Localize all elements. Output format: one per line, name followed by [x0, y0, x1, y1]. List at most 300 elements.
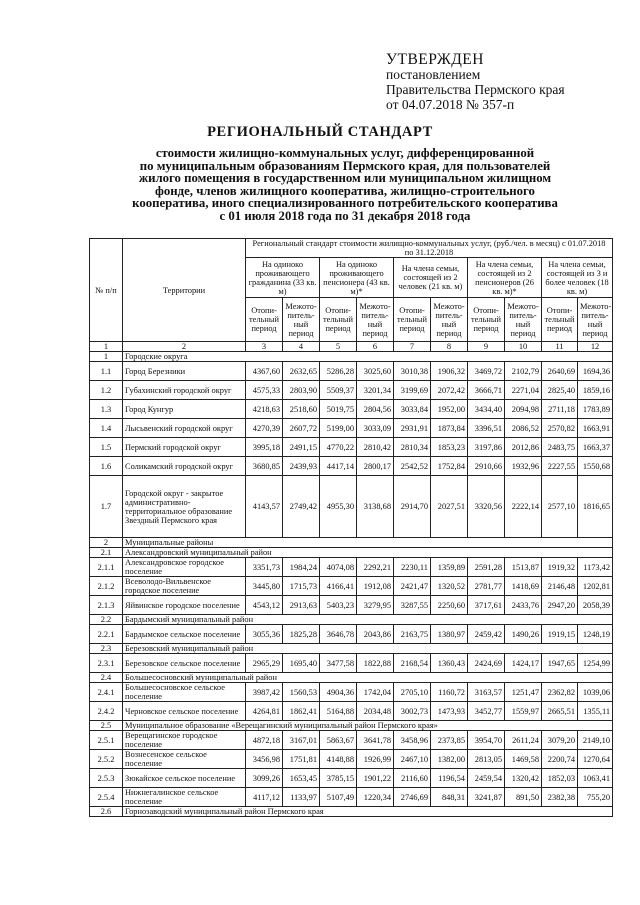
value-cell: 1380,97 [431, 625, 468, 644]
standard-table [89, 238, 613, 817]
subtitle-line: кооператива, иного специализированного потребительского кооператива [132, 196, 558, 210]
territory-name: Верещагинское городское поселение [123, 731, 246, 750]
value-cell: 2607,72 [283, 419, 320, 438]
row-number: 2.4 [90, 673, 123, 683]
section-row [90, 352, 613, 362]
row-number: 1.6 [90, 457, 123, 476]
subtitle-line: фонде, членов жилищного кооператива, жилищно-строительного [155, 183, 535, 198]
col-territory-header: Территории [123, 239, 246, 342]
section-row [90, 673, 613, 683]
table-row [90, 362, 613, 381]
value-cell: 2804,56 [357, 400, 394, 419]
value-cell: 2570,82 [542, 419, 578, 438]
main-header: Региональный стандарт стоимости жилищно-коммунальных услуг, (руб./чел. в месяц) с 01.07.2018 по 31.12.2018 [246, 239, 613, 258]
table-row [90, 400, 613, 419]
value-cell: 2518,60 [283, 400, 320, 419]
row-number: 2 [90, 538, 123, 548]
row-number: 1.7 [90, 476, 123, 538]
section-name: Горнозаводский муниципальный район Пермского края [123, 807, 613, 817]
value-cell: 2467,10 [394, 750, 431, 769]
section-row [90, 644, 613, 654]
value-cell: 1160,72 [431, 683, 468, 702]
value-cell: 1901,22 [357, 769, 394, 788]
value-cell: 2094,98 [505, 400, 542, 419]
value-cell: 2012,86 [505, 438, 542, 457]
value-cell: 2250,60 [431, 596, 468, 615]
value-cell: 2200,74 [542, 750, 578, 769]
value-cell: 1952,00 [431, 400, 468, 419]
value-cell: 2421,47 [394, 577, 431, 596]
value-cell: 3987,42 [246, 683, 283, 702]
value-cell: 2542,52 [394, 457, 431, 476]
value-cell: 1355,11 [578, 702, 613, 721]
value-cell: 3954,70 [468, 731, 505, 750]
value-cell: 3995,18 [246, 438, 283, 457]
value-cell: 1752,84 [431, 457, 468, 476]
section-name: Городские округа [123, 352, 613, 362]
value-cell: 1663,91 [578, 419, 613, 438]
row-number: 1.2 [90, 381, 123, 400]
section-name: Березовский муниципальный район [123, 644, 613, 654]
value-cell: 3201,34 [357, 381, 394, 400]
value-cell: 1550,68 [578, 457, 613, 476]
value-cell: 4270,39 [246, 419, 283, 438]
value-cell: 2043,86 [357, 625, 394, 644]
table-row [90, 769, 613, 788]
value-cell: 4148,88 [320, 750, 357, 769]
value-cell: 5509,37 [320, 381, 357, 400]
approval-head: УТВЕРЖДЕН [386, 51, 484, 68]
value-cell: 1063,41 [578, 769, 613, 788]
row-number: 2.1.2 [90, 577, 123, 596]
subtitle-line: с 01 июля 2018 года по 31 декабря 2018 года [219, 208, 471, 223]
value-cell: 2910,66 [468, 457, 505, 476]
value-cell: 755,20 [578, 788, 613, 807]
group-header: На одиноко проживающего гражданина (33 кв. м) [246, 258, 320, 298]
territory-name: Яйвинское городское поселение [123, 596, 246, 615]
territory-name: Соликамский городской округ [123, 457, 246, 476]
subtitle-line: по муниципальным образованиям Пермского края, для пользователей [139, 158, 551, 173]
value-cell: 2577,10 [542, 476, 578, 538]
section-name: Большесосновский муниципальный район [123, 673, 613, 683]
value-cell: 2711,18 [542, 400, 578, 419]
heating-period-header: Отопи-тельный период [468, 298, 505, 342]
value-cell: 1513,87 [505, 558, 542, 577]
approval-block [386, 52, 626, 112]
value-cell: 2781,77 [468, 577, 505, 596]
value-cell: 3469,72 [468, 362, 505, 381]
value-cell: 1382,00 [431, 750, 468, 769]
value-cell: 1196,54 [431, 769, 468, 788]
column-index: 9 [468, 342, 505, 352]
value-cell: 2632,65 [283, 362, 320, 381]
row-number: 2.4.1 [90, 683, 123, 702]
value-cell: 1320,52 [431, 577, 468, 596]
value-cell: 5199,00 [320, 419, 357, 438]
territory-name: Нижнегалинское сельское поселение [123, 788, 246, 807]
column-index: 4 [283, 342, 320, 352]
row-number: 2.5.2 [90, 750, 123, 769]
column-index: 11 [542, 342, 578, 352]
section-row [90, 548, 613, 558]
heating-period-header: Отопи-тельный период [542, 298, 578, 342]
value-cell: 3287,55 [394, 596, 431, 615]
value-cell: 3138,68 [357, 476, 394, 538]
value-cell: 2163,75 [394, 625, 431, 644]
table-row [90, 476, 613, 538]
value-cell: 2146,48 [542, 577, 578, 596]
value-cell: 3641,78 [357, 731, 394, 750]
row-number: 2.5 [90, 721, 123, 731]
value-cell: 3033,84 [394, 400, 431, 419]
value-cell: 1742,04 [357, 683, 394, 702]
value-cell: 848,31 [431, 788, 468, 807]
table-row [90, 625, 613, 644]
table-row [90, 438, 613, 457]
value-cell: 1173,42 [578, 558, 613, 577]
value-cell: 1862,41 [283, 702, 320, 721]
territory-name: Вознесенское сельское поселение [123, 750, 246, 769]
group-header: На члена семьи, состоящей из 3 и более человек (18 кв. м) [542, 258, 613, 298]
row-number: 1.3 [90, 400, 123, 419]
value-cell: 1559,97 [505, 702, 542, 721]
value-cell: 2271,04 [505, 381, 542, 400]
value-cell: 1039,06 [578, 683, 613, 702]
section-name: Муниципальное образование «Верещагинский муниципальный район Пермского края» [123, 721, 613, 731]
value-cell: 2459,54 [468, 769, 505, 788]
section-row [90, 721, 613, 731]
value-cell: 3785,15 [320, 769, 357, 788]
value-cell: 4904,36 [320, 683, 357, 702]
section-name: Александровский муниципальный район [123, 548, 613, 558]
value-cell: 4264,81 [246, 702, 283, 721]
value-cell: 3099,26 [246, 769, 283, 788]
value-cell: 3646,78 [320, 625, 357, 644]
value-cell: 1251,47 [505, 683, 542, 702]
value-cell: 3396,51 [468, 419, 505, 438]
value-cell: 1932,96 [505, 457, 542, 476]
territory-name: Александровское городское поселение [123, 558, 246, 577]
value-cell: 2292,21 [357, 558, 394, 577]
value-cell: 2116,60 [394, 769, 431, 788]
section-name: Муниципальные районы [123, 538, 613, 548]
value-cell: 5286,28 [320, 362, 357, 381]
col-no-header: № п/п [90, 239, 123, 342]
row-number: 1.4 [90, 419, 123, 438]
value-cell: 1919,32 [542, 558, 578, 577]
group-header: На члена семьи, состоящей из 2 пенсионеров (26 кв. м)* [468, 258, 542, 298]
value-cell: 1473,93 [431, 702, 468, 721]
territory-name: Город Кунгур [123, 400, 246, 419]
value-cell: 1360,43 [431, 654, 468, 673]
row-number: 2.5.4 [90, 788, 123, 807]
value-cell: 3163,57 [468, 683, 505, 702]
territory-name: Березовское сельское поселение [123, 654, 246, 673]
non-heating-period-header: Межото-питель-ный период [578, 298, 613, 342]
value-cell: 3351,73 [246, 558, 283, 577]
row-number: 2.1 [90, 548, 123, 558]
value-cell: 3025,60 [357, 362, 394, 381]
value-cell: 4074,08 [320, 558, 357, 577]
value-cell: 2665,51 [542, 702, 578, 721]
value-cell: 2491,15 [283, 438, 320, 457]
value-cell: 1816,65 [578, 476, 613, 538]
value-cell: 2230,11 [394, 558, 431, 577]
value-cell: 2803,90 [283, 381, 320, 400]
value-cell: 4543,12 [246, 596, 283, 615]
value-cell: 2749,42 [283, 476, 320, 538]
heating-period-header: Отопи-тельный период [320, 298, 357, 342]
value-cell: 2640,69 [542, 362, 578, 381]
section-row [90, 538, 613, 548]
subtitle-line: стоимости жилищно-коммунальных услуг, дифференцированной [155, 146, 535, 160]
value-cell: 3010,38 [394, 362, 431, 381]
value-cell: 2168,54 [394, 654, 431, 673]
row-number: 1 [90, 352, 123, 362]
row-number: 2.5.1 [90, 731, 123, 750]
value-cell: 4117,12 [246, 788, 283, 807]
value-cell: 4955,30 [320, 476, 357, 538]
territory-name: Пермский городской округ [123, 438, 246, 457]
value-cell: 2813,05 [468, 750, 505, 769]
value-cell: 5019,75 [320, 400, 357, 419]
value-cell: 2746,69 [394, 788, 431, 807]
row-number: 2.4.2 [90, 702, 123, 721]
value-cell: 3458,96 [394, 731, 431, 750]
value-cell: 1220,34 [357, 788, 394, 807]
territory-name: Городской округ - закрытое административно-территориальное образование Звездный Пермского края [123, 476, 246, 538]
value-cell: 2072,42 [431, 381, 468, 400]
value-cell: 2931,91 [394, 419, 431, 438]
value-cell: 2965,29 [246, 654, 283, 673]
value-cell: 2483,75 [542, 438, 578, 457]
value-cell: 1359,89 [431, 558, 468, 577]
territory-name: Город Березники [123, 362, 246, 381]
row-number: 2.2 [90, 615, 123, 625]
value-cell: 1751,81 [283, 750, 320, 769]
non-heating-period-header: Межото-питель-ный период [357, 298, 394, 342]
value-cell: 2027,51 [431, 476, 468, 538]
value-cell: 1919,15 [542, 625, 578, 644]
row-number: 1.5 [90, 438, 123, 457]
value-cell: 2149,10 [578, 731, 613, 750]
value-cell: 3452,77 [468, 702, 505, 721]
territory-name: Лысьвенский городской округ [123, 419, 246, 438]
value-cell: 1984,24 [283, 558, 320, 577]
table-row [90, 702, 613, 721]
value-cell: 2373,85 [431, 731, 468, 750]
table-row [90, 577, 613, 596]
value-cell: 891,50 [505, 788, 542, 807]
value-cell: 1906,32 [431, 362, 468, 381]
table-row [90, 381, 613, 400]
value-cell: 3197,86 [468, 438, 505, 457]
value-cell: 1560,53 [283, 683, 320, 702]
group-header: На члена семьи, состоящей из 2 человек (21 кв. м) [394, 258, 468, 298]
value-cell: 4770,22 [320, 438, 357, 457]
value-cell: 2810,34 [394, 438, 431, 457]
territory-name: Всеволодо-Вильвенское городское поселение [123, 577, 246, 596]
value-cell: 2705,10 [394, 683, 431, 702]
document-title: РЕГИОНАЛЬНЫЙ СТАНДАРТ [207, 124, 433, 140]
value-cell: 4575,33 [246, 381, 283, 400]
value-cell: 3033,09 [357, 419, 394, 438]
value-cell: 3002,73 [394, 702, 431, 721]
value-cell: 4872,18 [246, 731, 283, 750]
table-row [90, 419, 613, 438]
approval-line-3: от 04.07.2018 № 357-п [386, 97, 515, 112]
value-cell: 1695,40 [283, 654, 320, 673]
table-row [90, 558, 613, 577]
value-cell: 1783,89 [578, 400, 613, 419]
row-number: 2.5.3 [90, 769, 123, 788]
territory-name: Большесосновское сельское поселение [123, 683, 246, 702]
value-cell: 4166,41 [320, 577, 357, 596]
row-number: 2.2.1 [90, 625, 123, 644]
row-number: 2.3 [90, 644, 123, 654]
column-index: 3 [246, 342, 283, 352]
value-cell: 1873,84 [431, 419, 468, 438]
value-cell: 2086,52 [505, 419, 542, 438]
value-cell: 3434,40 [468, 400, 505, 419]
value-cell: 2424,69 [468, 654, 505, 673]
value-cell: 4367,60 [246, 362, 283, 381]
table-row [90, 683, 613, 702]
value-cell: 3456,98 [246, 750, 283, 769]
value-cell: 3079,20 [542, 731, 578, 750]
value-cell: 3167,01 [283, 731, 320, 750]
value-cell: 1254,99 [578, 654, 613, 673]
section-name: Бардымский муниципальный район [123, 615, 613, 625]
territory-name: Бардымское сельское поселение [123, 625, 246, 644]
subtitle-line: жилого помещения в государственном или муниципальном жилищном [138, 171, 552, 185]
value-cell: 2034,48 [357, 702, 394, 721]
value-cell: 2227,55 [542, 457, 578, 476]
value-cell: 1947,65 [542, 654, 578, 673]
value-cell: 3477,58 [320, 654, 357, 673]
value-cell: 2222,14 [505, 476, 542, 538]
document-subtitle [90, 147, 600, 222]
value-cell: 1248,19 [578, 625, 613, 644]
value-cell: 5403,23 [320, 596, 357, 615]
value-cell: 1653,45 [283, 769, 320, 788]
group-header: На одиноко проживающего пенсионера (43 кв. м)* [320, 258, 394, 298]
value-cell: 1320,42 [505, 769, 542, 788]
column-index: 7 [394, 342, 431, 352]
value-cell: 5107,49 [320, 788, 357, 807]
value-cell: 2914,70 [394, 476, 431, 538]
value-cell: 1853,23 [431, 438, 468, 457]
value-cell: 2382,38 [542, 788, 578, 807]
column-index: 8 [431, 342, 468, 352]
value-cell: 1133,97 [283, 788, 320, 807]
approval-line-2: Правительства Пермского края [386, 82, 565, 97]
value-cell: 1822,88 [357, 654, 394, 673]
value-cell: 1202,81 [578, 577, 613, 596]
row-number: 2.1.1 [90, 558, 123, 577]
territory-name: Губахинский городской округ [123, 381, 246, 400]
column-index: 2 [123, 342, 246, 352]
value-cell: 2439,93 [283, 457, 320, 476]
territory-name: Черновское сельское поселение [123, 702, 246, 721]
value-cell: 5164,88 [320, 702, 357, 721]
value-cell: 4218,63 [246, 400, 283, 419]
value-cell: 3717,61 [468, 596, 505, 615]
approval-line-1: постановлением [386, 67, 481, 82]
value-cell: 2800,17 [357, 457, 394, 476]
non-heating-period-header: Межото-питель-ный период [505, 298, 542, 342]
value-cell: 1926,99 [357, 750, 394, 769]
value-cell: 2362,82 [542, 683, 578, 702]
value-cell: 1715,73 [283, 577, 320, 596]
table-row [90, 788, 613, 807]
value-cell: 2433,76 [505, 596, 542, 615]
value-cell: 2611,24 [505, 731, 542, 750]
value-cell: 1694,36 [578, 362, 613, 381]
value-cell: 1852,03 [542, 769, 578, 788]
table-row [90, 654, 613, 673]
value-cell: 3680,85 [246, 457, 283, 476]
value-cell: 5863,67 [320, 731, 357, 750]
heating-period-header: Отопи-тельный период [246, 298, 283, 342]
value-cell: 1270,64 [578, 750, 613, 769]
value-cell: 2913,63 [283, 596, 320, 615]
value-cell: 1663,37 [578, 438, 613, 457]
value-cell: 4417,14 [320, 457, 357, 476]
territory-name: Зюкайское сельское поселение [123, 769, 246, 788]
value-cell: 3320,56 [468, 476, 505, 538]
value-cell: 3241,87 [468, 788, 505, 807]
value-cell: 2810,42 [357, 438, 394, 457]
value-cell: 2947,20 [542, 596, 578, 615]
value-cell: 3055,36 [246, 625, 283, 644]
value-cell: 2102,79 [505, 362, 542, 381]
table-row [90, 596, 613, 615]
value-cell: 2459,42 [468, 625, 505, 644]
value-cell: 2591,28 [468, 558, 505, 577]
value-cell: 2058,39 [578, 596, 613, 615]
heating-period-header: Отопи-тельный период [394, 298, 431, 342]
value-cell: 2825,40 [542, 381, 578, 400]
table-row [90, 731, 613, 750]
section-row [90, 615, 613, 625]
row-number: 2.1.3 [90, 596, 123, 615]
column-index: 6 [357, 342, 394, 352]
row-number: 2.3.1 [90, 654, 123, 673]
value-cell: 1825,28 [283, 625, 320, 644]
value-cell: 1418,69 [505, 577, 542, 596]
value-cell: 3666,71 [468, 381, 505, 400]
row-number: 2.6 [90, 807, 123, 817]
column-index: 5 [320, 342, 357, 352]
column-index: 10 [505, 342, 542, 352]
value-cell: 1424,17 [505, 654, 542, 673]
value-cell: 1912,08 [357, 577, 394, 596]
table-row [90, 457, 613, 476]
value-cell: 3445,80 [246, 577, 283, 596]
non-heating-period-header: Межото-питель-ный период [283, 298, 320, 342]
value-cell: 1859,16 [578, 381, 613, 400]
value-cell: 3199,69 [394, 381, 431, 400]
table-row [90, 750, 613, 769]
value-cell: 4143,57 [246, 476, 283, 538]
value-cell: 3279,95 [357, 596, 394, 615]
row-number: 1.1 [90, 362, 123, 381]
column-index: 12 [578, 342, 613, 352]
value-cell: 1469,58 [505, 750, 542, 769]
section-row [90, 807, 613, 817]
value-cell: 1490,26 [505, 625, 542, 644]
